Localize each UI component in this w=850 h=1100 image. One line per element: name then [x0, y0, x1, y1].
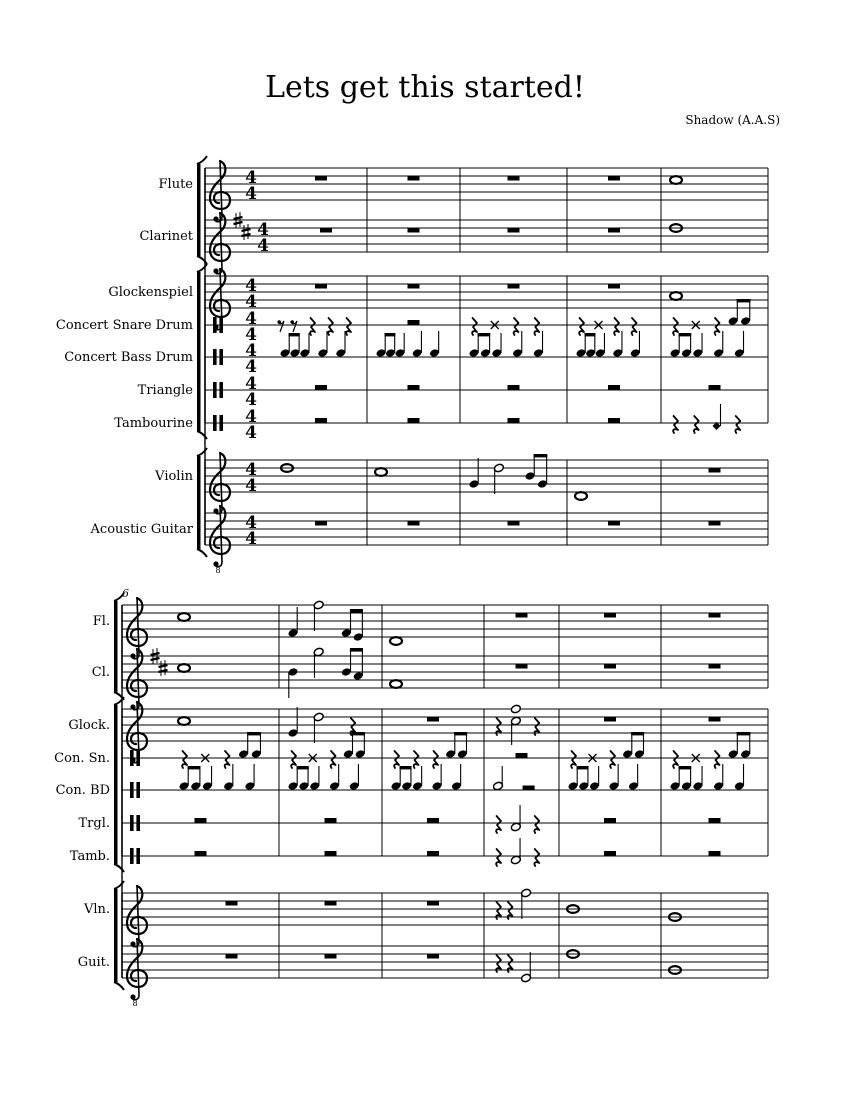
- instrument-label: Clarinet: [139, 229, 193, 244]
- measure-number: 6: [122, 587, 129, 600]
- instrument-label: Cl.: [91, 665, 110, 680]
- system-1: [56, 156, 768, 575]
- quarter-rest: [394, 751, 399, 768]
- treble-clef-icon: [127, 649, 147, 710]
- eighth-rest: [277, 320, 284, 332]
- staff-tambourine: [70, 848, 768, 864]
- note-beam: [577, 766, 589, 769]
- whole-rest: [608, 418, 620, 423]
- time-signature-bottom: 4: [245, 357, 257, 377]
- strings-bracket-hook: [197, 549, 207, 557]
- whole-rest: [325, 901, 337, 906]
- flute-note: [670, 176, 682, 184]
- quarter-rest: [673, 318, 678, 335]
- instrument-label: Tambourine: [114, 416, 193, 431]
- time-signature-bottom: 4: [245, 476, 257, 496]
- winds-bracket: [197, 164, 201, 256]
- staff-tambourine: [114, 407, 768, 443]
- sharp-icon: [159, 660, 168, 676]
- clarinet-note: [178, 664, 190, 672]
- half-rest: [523, 786, 535, 791]
- instrument-label: Violin: [155, 469, 193, 484]
- quarter-rest: [472, 318, 477, 335]
- time-signature-bottom: 4: [245, 184, 257, 204]
- note-beam: [737, 732, 751, 735]
- staff-concert-bass-drum: [64, 341, 768, 377]
- octave-8-marker: 8: [215, 566, 221, 575]
- instrument-label: Trgl.: [78, 816, 110, 831]
- note-beam: [352, 732, 365, 735]
- quarter-rest: [614, 318, 619, 335]
- instrument-label: Flute: [158, 177, 193, 192]
- staff-acoustic-guitar: [90, 506, 768, 575]
- octave-8-marker: 8: [132, 999, 138, 1008]
- whole-rest: [408, 228, 420, 233]
- strings-bracket-hook: [114, 982, 124, 990]
- strings-bracket: [197, 456, 201, 549]
- instrument-label: Glock.: [68, 718, 110, 733]
- staff-glockenspiel: [108, 269, 768, 330]
- staff-clarinet: [139, 212, 768, 274]
- instrument-label: Glockenspiel: [108, 285, 193, 300]
- time-signature-bottom: 4: [245, 292, 257, 312]
- whole-rest: [315, 284, 327, 289]
- quarter-rest: [414, 751, 419, 768]
- quarter-rest: [632, 318, 637, 335]
- whole-rest: [709, 818, 721, 823]
- quarter-rest: [346, 318, 351, 335]
- whole-rest: [709, 851, 721, 856]
- note-beam: [385, 333, 396, 336]
- whole-rest: [427, 818, 439, 823]
- winds-bracket: [114, 601, 118, 692]
- note-beam: [400, 766, 412, 769]
- quarter-rest: [610, 751, 615, 768]
- whole-rest: [604, 851, 616, 856]
- whole-rest: [408, 320, 420, 325]
- whole-rest: [709, 385, 721, 390]
- note-beam: [737, 299, 751, 302]
- time-signature-top: 4: [245, 309, 257, 329]
- quarter-rest: [579, 318, 584, 335]
- quarter-rest: [508, 955, 513, 972]
- treble-clef-icon: [210, 453, 230, 514]
- whole-rest: [608, 521, 620, 526]
- quarter-rest: [735, 416, 740, 433]
- time-signature-top: 4: [257, 220, 269, 240]
- note-beam: [350, 648, 363, 652]
- time-signature-bottom: 4: [245, 325, 257, 345]
- percussion-bracket: [197, 272, 201, 431]
- whole-rest: [195, 851, 207, 856]
- quarter-rest: [673, 751, 678, 768]
- whole-rest: [427, 954, 439, 959]
- instrument-label: Concert Bass Drum: [64, 350, 193, 365]
- score-title: Lets get this started!: [265, 70, 585, 105]
- instrument-label: Acoustic Guitar: [90, 522, 193, 537]
- flute-note: [390, 637, 402, 645]
- whole-rest: [516, 664, 528, 669]
- note-beam: [534, 454, 548, 457]
- whole-rest: [325, 954, 337, 959]
- staff-glockenspiel: [68, 702, 768, 763]
- quarter-rest: [496, 718, 501, 735]
- note-beam: [350, 609, 363, 613]
- whole-rest: [709, 613, 721, 618]
- staff-flute: [159, 161, 768, 222]
- quarter-rest: [534, 318, 539, 335]
- time-signature-bottom: 4: [245, 423, 257, 443]
- whole-rest: [315, 521, 327, 526]
- quarter-rest: [496, 849, 501, 866]
- quarter-rest: [694, 416, 699, 433]
- time-signature-bottom: 4: [245, 529, 257, 549]
- quarter-rest: [496, 816, 501, 833]
- whole-rest: [516, 753, 528, 758]
- note-beam: [297, 766, 309, 769]
- whole-rest: [709, 664, 721, 669]
- quarter-rest: [571, 751, 576, 768]
- quarter-rest: [715, 751, 720, 768]
- whole-rest: [608, 284, 620, 289]
- quarter-rest: [508, 902, 513, 919]
- clarinet-note: [390, 680, 402, 688]
- note-beam: [585, 333, 596, 336]
- whole-rest: [320, 228, 332, 233]
- quarter-rest: [331, 751, 336, 768]
- quarter-rest: [328, 318, 333, 335]
- strings-bracket: [114, 889, 118, 982]
- quarter-rest: [496, 902, 501, 919]
- instrument-label: Con. Sn.: [54, 751, 110, 766]
- quarter-rest: [291, 751, 296, 768]
- quarter-rest: [534, 816, 539, 833]
- whole-rest: [315, 385, 327, 390]
- whole-rest: [709, 717, 721, 722]
- note-beam: [454, 732, 467, 735]
- staff-triangle: [138, 374, 768, 410]
- time-signature-top: 4: [245, 460, 257, 480]
- quarter-rest: [182, 751, 187, 768]
- note-beam: [247, 732, 261, 735]
- whole-rest: [427, 851, 439, 856]
- whole-rest: [325, 851, 337, 856]
- time-signature-top: 4: [245, 407, 257, 427]
- time-signature-bottom: 4: [257, 236, 269, 256]
- whole-rest: [226, 954, 238, 959]
- whole-rest: [604, 717, 616, 722]
- whole-rest: [608, 385, 620, 390]
- note-beam: [631, 732, 644, 735]
- staff-violin: [154, 453, 768, 514]
- note-beam: [289, 333, 300, 336]
- staff-flute: [93, 598, 768, 659]
- note-beam: [478, 333, 491, 336]
- whole-rest: [508, 521, 520, 526]
- quarter-rest: [715, 318, 720, 335]
- whole-rest: [408, 418, 420, 423]
- treble-clef-icon: [127, 886, 147, 947]
- whole-rest: [709, 521, 721, 526]
- flute-note: [178, 613, 190, 621]
- quarter-rest: [225, 751, 230, 768]
- whole-rest: [315, 418, 327, 423]
- sharp-icon: [242, 224, 251, 240]
- instrument-label: Vln.: [83, 902, 110, 917]
- time-signature-top: 4: [245, 513, 257, 533]
- composer-credit: Shadow (A.A.S): [685, 113, 780, 127]
- note-beam: [188, 766, 201, 769]
- instrument-label: Con. BD: [55, 783, 110, 798]
- quarter-rest: [514, 318, 519, 335]
- percussion-bracket: [114, 705, 118, 864]
- quarter-rest: [433, 751, 438, 768]
- treble-clef-icon: [127, 939, 147, 1000]
- whole-rest: [427, 717, 439, 722]
- whole-rest: [408, 284, 420, 289]
- glockenspiel-note: [670, 292, 682, 300]
- quarter-rest: [673, 416, 678, 433]
- whole-rest: [604, 818, 616, 823]
- system-2: [54, 587, 768, 1008]
- whole-rest: [226, 901, 238, 906]
- whole-rest: [508, 176, 520, 181]
- time-signature-top: 4: [245, 168, 257, 188]
- note-beam: [679, 333, 692, 336]
- whole-rest: [408, 521, 420, 526]
- whole-rest: [195, 818, 207, 823]
- whole-rest: [604, 664, 616, 669]
- whole-rest: [604, 613, 616, 618]
- treble-clef-icon: [210, 506, 230, 567]
- staff-triangle: [79, 815, 769, 831]
- instrument-label: Fl.: [92, 614, 110, 629]
- whole-rest: [508, 418, 520, 423]
- winds-bracket-hook: [197, 156, 207, 164]
- quarter-rest: [534, 718, 539, 735]
- time-signature-top: 4: [245, 341, 257, 361]
- instrument-label: Triangle: [137, 383, 193, 398]
- notes-layer: [178, 176, 751, 983]
- time-signature-bottom: 4: [245, 390, 257, 410]
- glockenspiel-note: [510, 704, 521, 714]
- whole-rest: [508, 228, 520, 233]
- glockenspiel-note: [178, 717, 190, 725]
- eighth-rest: [290, 320, 297, 332]
- time-signature-top: 4: [245, 276, 257, 296]
- instrument-label: Tamb.: [69, 849, 110, 864]
- violin-note: [575, 492, 587, 500]
- whole-rest: [508, 284, 520, 289]
- staff-acoustic-guitar: [78, 939, 768, 1008]
- staff-clarinet: [92, 648, 768, 710]
- whole-rest: [325, 818, 337, 823]
- quarter-rest: [496, 955, 501, 972]
- staff-violin: [83, 886, 768, 947]
- quarter-rest: [534, 849, 539, 866]
- note-beam: [679, 766, 692, 769]
- violin-note: [375, 468, 387, 476]
- whole-rest: [408, 176, 420, 181]
- whole-rest: [709, 468, 721, 473]
- whole-rest: [516, 613, 528, 618]
- treble-clef-icon: [210, 213, 230, 274]
- instrument-label: Guit.: [77, 955, 110, 970]
- time-signature-top: 4: [245, 374, 257, 394]
- whole-rest: [508, 385, 520, 390]
- whole-rest: [608, 228, 620, 233]
- quarter-rest: [310, 318, 315, 335]
- whole-rest: [427, 901, 439, 906]
- whole-rest: [315, 176, 327, 181]
- instrument-label: Concert Snare Drum: [55, 318, 193, 333]
- whole-rest: [408, 385, 420, 390]
- whole-rest: [608, 176, 620, 181]
